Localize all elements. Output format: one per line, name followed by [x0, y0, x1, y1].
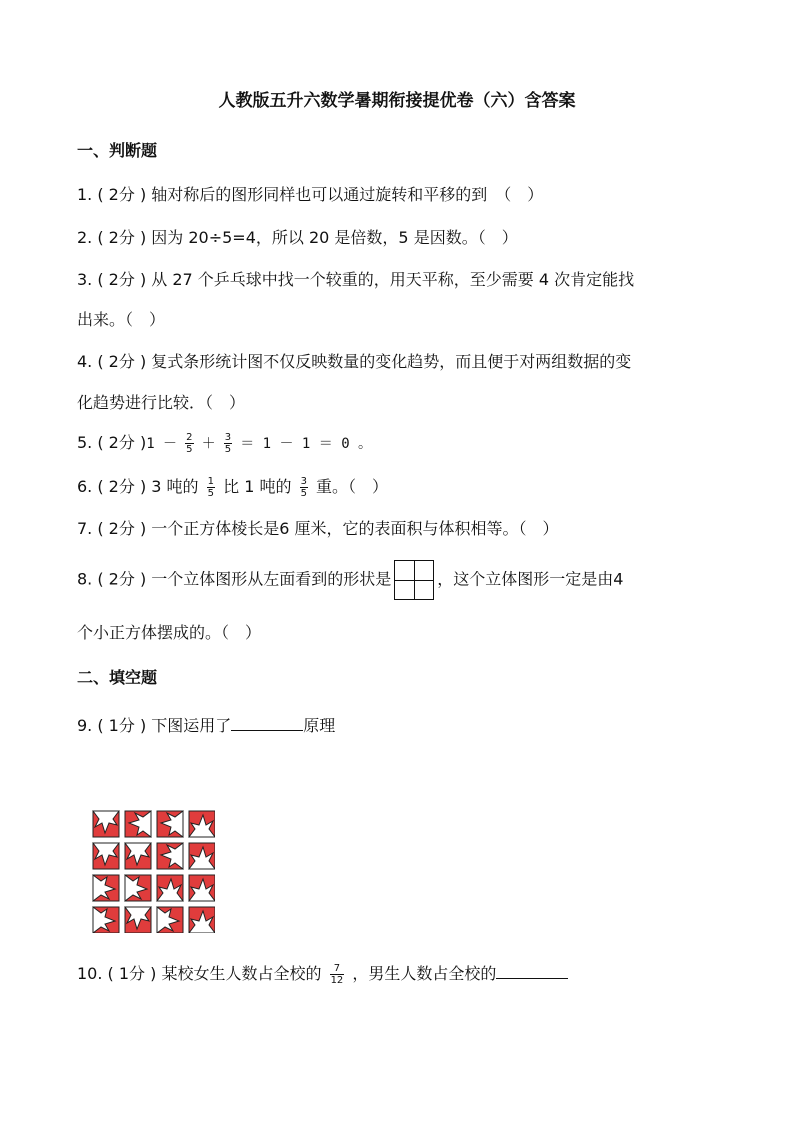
- q5-fraction-1: [185, 432, 193, 455]
- q6-suffix: 重。（ ）: [316, 477, 389, 496]
- pattern-tile: [157, 843, 183, 869]
- q8-after: ，这个立体图形一定是由4: [437, 569, 624, 589]
- q5-prefix: 5. ( 2分 ): [77, 433, 147, 452]
- question-7: 7. ( 2分 ) 一个正方体棱长是6 厘米，它的表面积与体积相等。（ ）: [77, 519, 559, 538]
- q6-fraction-2: [300, 476, 308, 499]
- question-4-line-1: 4. ( 2分 ) 复式条形统计图不仅反映数量的变化趋势，而且便于对两组数据的变: [77, 352, 632, 371]
- question-3-line-2: 出来。（ ）: [77, 310, 166, 329]
- q10-prefix: 10. ( 1分 ) 某校女生人数占全校的: [77, 964, 322, 983]
- pattern-tile: [93, 811, 119, 837]
- question-6: [77, 476, 388, 499]
- section-heading-judgment: 一、判断题: [77, 141, 158, 160]
- q5-term-1: 1 －: [146, 436, 178, 452]
- q9-answer-blank[interactable]: [231, 714, 303, 731]
- q9-after: 原理: [303, 716, 336, 735]
- question-3-line-1: 3. ( 2分 ) 从 27 个乒乓球中找一个较重的，用天平称，至少需要 4 次肯定能找: [77, 270, 635, 289]
- q5-f1-numerator: 2: [186, 432, 193, 443]
- q5-term-3: ＝ 1 － 1 ＝ 0 。: [240, 436, 373, 452]
- q9-text: 9. ( 1分 ) 下图运用了: [77, 716, 232, 735]
- question-4-line-2: 化趋势进行比较．（ ）: [77, 393, 246, 412]
- q5-plus: ＋: [201, 436, 216, 452]
- pattern-tile: [125, 843, 151, 869]
- page-title: 人教版五升六数学暑期衔接提优卷（六）含答案: [218, 91, 576, 111]
- q6-fraction-1: [207, 476, 215, 499]
- q10-answer-blank[interactable]: [496, 962, 568, 979]
- pattern-tile: [189, 875, 215, 901]
- q10-numerator: 7: [333, 963, 341, 974]
- pattern-tile: [189, 843, 215, 869]
- pattern-tile: [125, 875, 151, 901]
- section-heading-fill-in: 二、填空题: [77, 668, 158, 687]
- q10-fraction: [330, 963, 345, 986]
- q10-denominator: 12: [330, 975, 344, 986]
- q6-f1-numerator: 1: [207, 476, 215, 487]
- q6-middle: 比 1 吨的: [223, 477, 292, 496]
- pattern-tile: [189, 811, 215, 837]
- q5-f1-denominator: 5: [186, 444, 193, 455]
- question-10: [77, 962, 568, 986]
- q5-f2-denominator: 5: [224, 444, 232, 455]
- left-view-grid-icon: [394, 560, 434, 600]
- pattern-tile: [157, 811, 183, 837]
- q6-f1-denominator: 5: [207, 488, 215, 499]
- q6-f2-numerator: 3: [300, 476, 307, 487]
- tile-pattern-figure: [91, 809, 215, 933]
- pattern-tile: [125, 907, 151, 933]
- question-8-line-2: 个小正方体摆成的。（ ）: [77, 623, 262, 642]
- pattern-tile: [93, 907, 119, 933]
- question-1: 1. ( 2分 ) 轴对称后的图形同样也可以通过旋转和平移的到 （ ）: [77, 185, 544, 204]
- pattern-tile: [125, 811, 151, 837]
- question-8-line-1: [77, 560, 623, 600]
- q5-fraction-2: [224, 432, 232, 455]
- pattern-tile: [157, 907, 183, 933]
- question-9: [77, 714, 335, 737]
- pattern-tile: [93, 843, 119, 869]
- question-2: 2. ( 2分 ) 因为 20÷5=4，所以 20 是倍数，5 是因数。（ ）: [77, 228, 518, 247]
- q5-f2-numerator: 3: [224, 432, 232, 443]
- q6-f2-denominator: 5: [300, 488, 307, 499]
- pattern-tile: [93, 875, 119, 901]
- q10-suffix: ，男生人数占全校的: [352, 964, 497, 983]
- pattern-tile: [157, 875, 183, 901]
- q8-before: 8. ( 2分 ) 一个立体图形从左面看到的形状是: [77, 569, 392, 589]
- q6-prefix: 6. ( 2分 ) 3 吨的: [77, 477, 199, 496]
- question-5: [77, 432, 372, 455]
- pattern-tile: [189, 907, 215, 933]
